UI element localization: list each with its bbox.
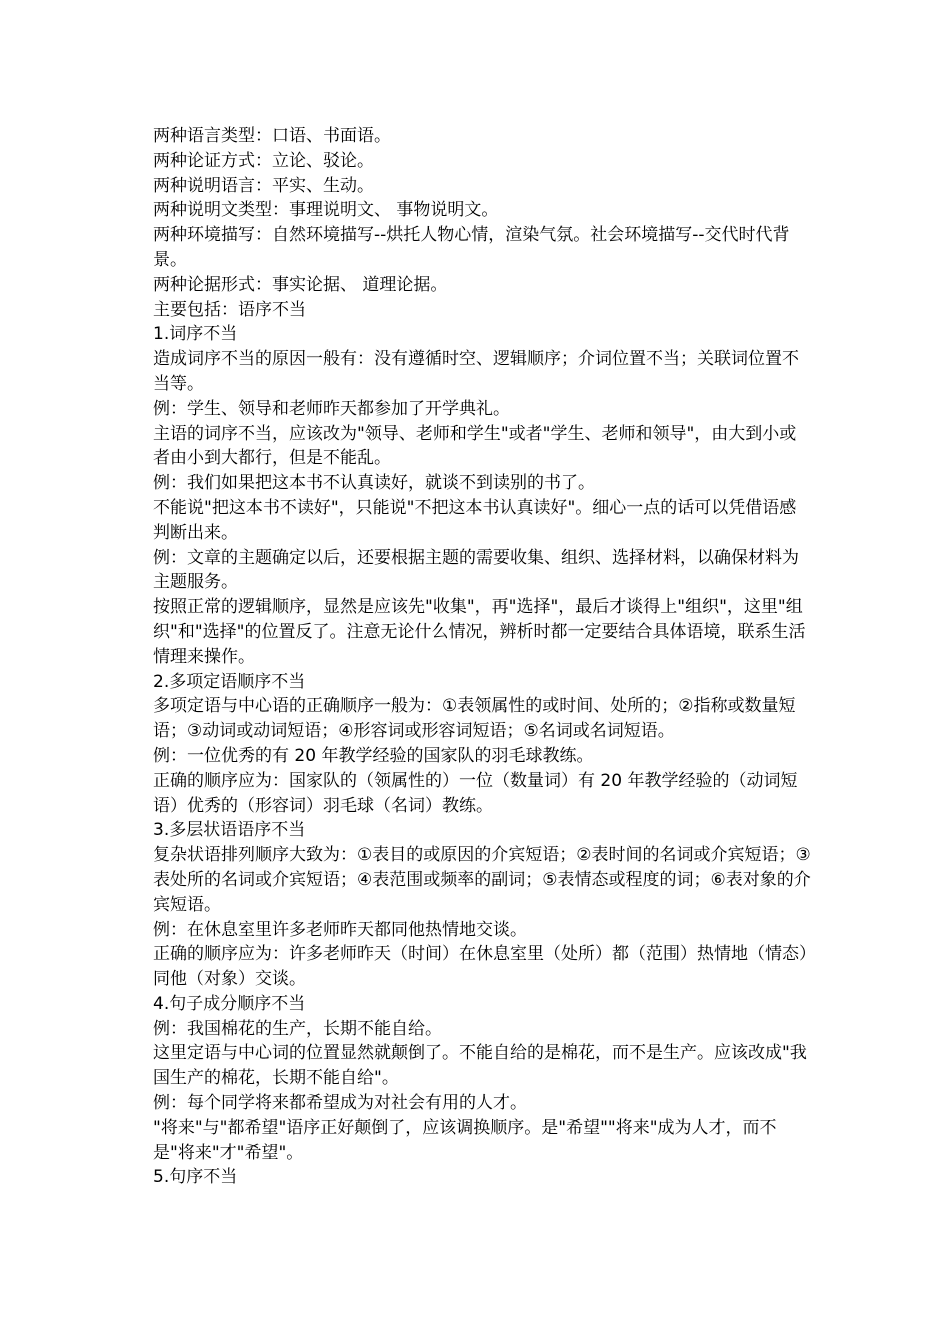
text-line: 正确的顺序应为：许多老师昨天（时间）在休息室里（处所）都（范围）热情地（情态）同他（对象）交谈。 (153, 944, 808, 990)
text-line: 正确的顺序应为：国家队的（领属性的）一位（数量词）有 20 年教学经验的（动词短语）优秀的（形容词）羽毛球（名词）教练。 (153, 770, 798, 816)
section-heading: 主要包括：语序不当 (153, 299, 306, 320)
section-heading: 2.多项定语顺序不当 (153, 671, 306, 692)
example-line: 例：一位优秀的有 20 年教学经验的国家队的羽毛球教练。 (153, 745, 594, 766)
text-line: 两种论证方式：立论、驳论。 (153, 150, 374, 171)
text-line: 不能说"把这本书不读好"，只能说"不把这本书认真读好"。细心一点的话可以凭借语感判断出来。 (153, 497, 797, 543)
example-line: 例：我国棉花的生产，长期不能自给。 (153, 1018, 442, 1039)
example-line: 例：每个同学将来都希望成为对社会有用的人才。 (153, 1093, 527, 1114)
example-line: 例：在休息室里许多老师昨天都同他热情地交谈。 (153, 919, 527, 940)
document-body (153, 124, 813, 1190)
text-line: 这里定语与中心词的位置显然就颠倒了。不能自给的是棉花，而不是生产。应该改成"我国生产的棉花，长期不能自给"。 (153, 1043, 807, 1089)
text-line: "将来"与"都希望"语序正好颠倒了，应该调换顺序。是"希望""将来"成为人才，而不是"将来"才"希望"。 (153, 1117, 777, 1163)
text-line: 多项定语与中心语的正确顺序一般为：①表领属性的或时间、处所的；②指称或数量短语；③动词或动词短语；④形容词或形容词短语；⑤名词或名词短语。 (153, 696, 796, 742)
section-heading: 3.多层状语语序不当 (153, 820, 306, 841)
text-line: 两种说明文类型：事理说明文、 事物说明文。 (153, 200, 499, 221)
text-line: 主语的词序不当，应该改为"领导、老师和学生"或者"学生、老师和领导"，由大到小或者由小到大都行，但是不能乱。 (153, 423, 797, 469)
text-line: 造成词序不当的原因一般有：没有遵循时空、逻辑顺序；介词位置不当；关联词位置不当等。 (153, 349, 799, 394)
example-line: 例：文章的主题确定以后，还要根据主题的需要收集、组织、选择材料，以确保材料为主题服务。 (153, 547, 799, 593)
section-heading: 5.句序不当 (153, 1167, 238, 1188)
example-line: 例：学生、领导和老师昨天都参加了开学典礼。 (153, 398, 510, 419)
section-heading: 1.词序不当 (153, 324, 238, 345)
text-line: 按照正常的逻辑顺序，显然是应该先"收集"，再"选择"，最后才谈得上"组织"，这里"组织"和"选择"的位置反了。注意无论什么情况，辨析时都一定要结合具体语境，联系生活情理来操作。 (153, 597, 806, 667)
example-line: 例：我们如果把这本书不认真读好，就谈不到读别的书了。 (153, 473, 595, 494)
text-line: 复杂状语排列顺序大致为：①表目的或原因的介宾短语；②表时间的名词或介宾短语；③表处所的名词或介宾短语；④表范围或频率的副词；⑤表情态或程度的词；⑥表对象的介宾短语。 (153, 845, 811, 915)
text-line: 两种语言类型：口语、书面语。 (153, 126, 391, 146)
text-line: 两种论据形式：事实论据、 道理论据。 (153, 274, 448, 295)
section-heading: 4.句子成分顺序不当 (153, 993, 306, 1014)
text-line: 两种环境描写：自然环境描写--烘托人物心情，渲染气氛。社会环境描写--交代时代背景。 (153, 225, 790, 270)
text-line: 两种说明语言：平实、生动。 (153, 175, 374, 196)
